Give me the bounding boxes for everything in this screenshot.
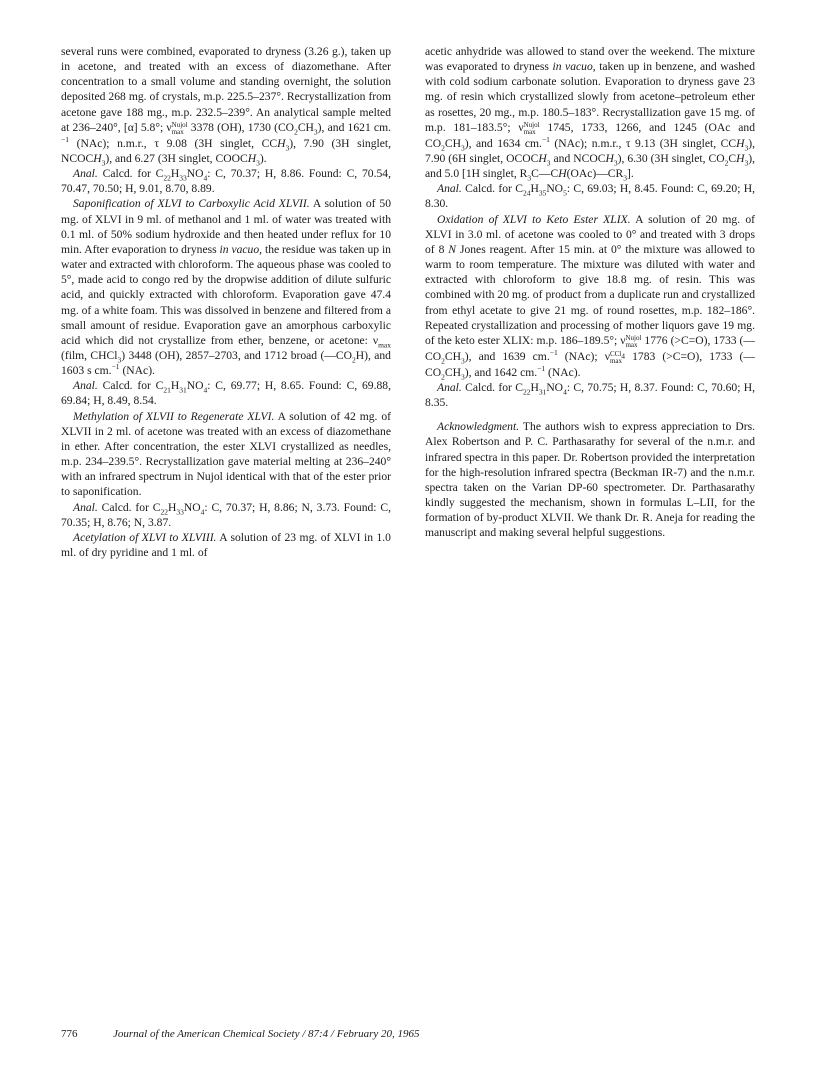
paragraph: acetic anhydride was allowed to stand over the weekend. The mixture was evaporated to dryness in vacuo, taken up in benzene, and washed with cold sodium carbonate solution. Evaporation to dryness gave 23 mg. of resin which crystallized slowly from acetone–petroleum ether as rosettes, 20 mg., m.p. 180.5–183°. Recrystallization gave 15 mg. of m.p. 181–183.5°; ν Nujol max 1745, 1733, 1266, and 1245 (OAc and $CO_2CH_3$), and 1634 cm.$^{-1}$ (NAc); n.m.r., τ 9.13 (3H singlet, $CCH_3$), 7.90 (6H singlet, $OCOCH_3$ and $NCOCH_3$), 6.30 (3H singlet, $CO_2CH_3$), and 5.0 [1H singlet, $R_3C—CH(OAc)—CR_3$]. [425, 45, 756, 183]
paragraph: Oxidation of XLVI to Keto Ester XLIX. A solution of 20 mg. of XLVI in 3.0 ml. of acetone was cooled to 0° and treated with 3 drops of 8 N Jones reagent. After 15 min. at 0° the mixture was allowed to warm to room temperature. The mixture was diluted with water and extracted with chloroform to give 18.8 mg. of resin. This was combined with 20 mg. of product from a duplicate run and crystallized from ethyl acetate to give 21 mg. of round rosettes, m.p. 182–186°. Repeated crystallization and processing of mother liquors gave 19 mg. of the keto ester XLIX: m.p. 186–189.5°; ν Nujol max 1776 (>C=O), 1733 $(—CO_2CH_3)$, and 1639 cm.$^{-1}$ (NAc); ν CCl$_4$ max 1783 (>C=O), 1733 $(—CO_2CH_3)$, and 1642 cm.$^{-1}$ (NAc). [425, 212, 755, 382]
acknowledgment-paragraph: Acknowledgment. The authors wish to express appreciation to Drs. Alex Robertson and P. C. Parthasarathy for several of the n.m.r. and infrared spectra in this paper. Dr. Robertson provided the interpretation for the high-resolution infrared spectra (Beckman IR-7) and the n.m.r. spectra taken on the Varian DP-60 spectrometer. Dr. Parthasarathy kindly suggested the mechanism, shown in formulas L–LII, for the formation of by-product XLVII. We thank Dr. R. Aneja for reading the manuscript and making several helpful suggestions. [425, 420, 755, 540]
paragraph: Methylation of XLVII to Regenerate XLVI. A solution of 42 mg. of XLVII in 2 ml. of acetone was treated with an excess of diazomethane in ether. After concentration, the ester XLVI crystallized as needles, m.p. 234–239.5°. Recrystallization gave material melting at 236–240° with an infrared spectrum in Nujol identical with that of the ester prior to saponification. [61, 409, 391, 499]
analysis-paragraph: Anal. Calcd. for $C_{21}H_{31}NO_4$: C, 69.77; H, 8.65. Found: C, 69.88, 69.84; H, 8.49, 8.54. [61, 379, 391, 408]
page-number: 776 [61, 1028, 78, 1040]
paragraph: Saponification of XLVI to Carboxylic Acid XLVII. A solution of 50 mg. of XLVI in 9 ml. of methanol and 1 ml. of water was treated with 0.1 ml. of 50% sodium hydroxide and then heated under reflux for 10 min. After evaporation to dryness in vacuo, the residue was taken up in water and extracted with chloroform. The aqueous phase was cooled to 5°, made acid to congo red by the dropwise addition of dilute sulfuric acid, and quickly extracted with chloroform. Evaporation gave 47.4 mg. of a white foam. This was dissolved in benzene and filtered from a small amount of residue. Evaporation gave an amorphous carboxylic acid which did not crystallize from ether, benzene, or acetone: $\nu_{max}$ (film, CHCl$_3$) 3448 (OH), 2857–2703, and 1712 broad $(—CO_2H)$, and 1603 s cm.$^{-1}$ (NAc). [61, 197, 391, 378]
paragraph: several runs were combined, evaporated to dryness (3.26 g.), taken up in acetone, and treated with an excess of diazomethane. After concentration to a small volume and standing overnight, the solution deposited 268 mg. of crystals, m.p. 225.5–237°. Recrystallization from acetone gave 188 mg., m.p. 232.5–239°. An analytical sample melted at 236–240°, [α] 5.8°; ν Nujol max 3378 (OH), 1730 $(CO_2CH_3)$, and 1621 cm.$^{-1}$ (NAc); n.m.r., τ 9.08 (3H singlet, $CCH_3$), 7.90 (3H singlet, $NCOCH_3$), and 6.27 (3H singlet, $COOCH_3$). [61, 45, 391, 168]
right-column [425, 44, 755, 541]
analysis-paragraph: Anal. Calcd. for $C_{24}H_{35}NO_5$: C, 69.03; H, 8.45. Found: C, 69.20; H, 8.30. [425, 182, 756, 211]
journal-citation: Journal of the American Chemical Society / 87:4 / February 20, 1965 [113, 1028, 420, 1040]
left-column [61, 44, 391, 560]
analysis-paragraph: Anal. Calcd. for $C_{22}H_{33}NO_4$: C, 70.37; H, 8.86; N, 3.73. Found: C, 70.35; H, 8.76; N, 3.87. [61, 500, 391, 529]
analysis-paragraph: Anal. Calcd. for $C_{22}H_{31}NO_4$: C, 70.75; H, 8.37. Found: C, 70.60; H, 8.35. [425, 380, 756, 410]
analysis-paragraph: Anal. Calcd. for $C_{22}H_{33}NO_4$: C, 70.37; H, 8.86. Found: C, 70.54, 70.47, 70.50; H, 9.01, 8.70, 8.89. [61, 167, 391, 196]
page-footer [61, 1027, 761, 1041]
paragraph: Acetylation of XLVI to XLVIII. A solution of 23 mg. of XLVI in 1.0 ml. of dry pyridine and 1 ml. of [61, 530, 391, 559]
